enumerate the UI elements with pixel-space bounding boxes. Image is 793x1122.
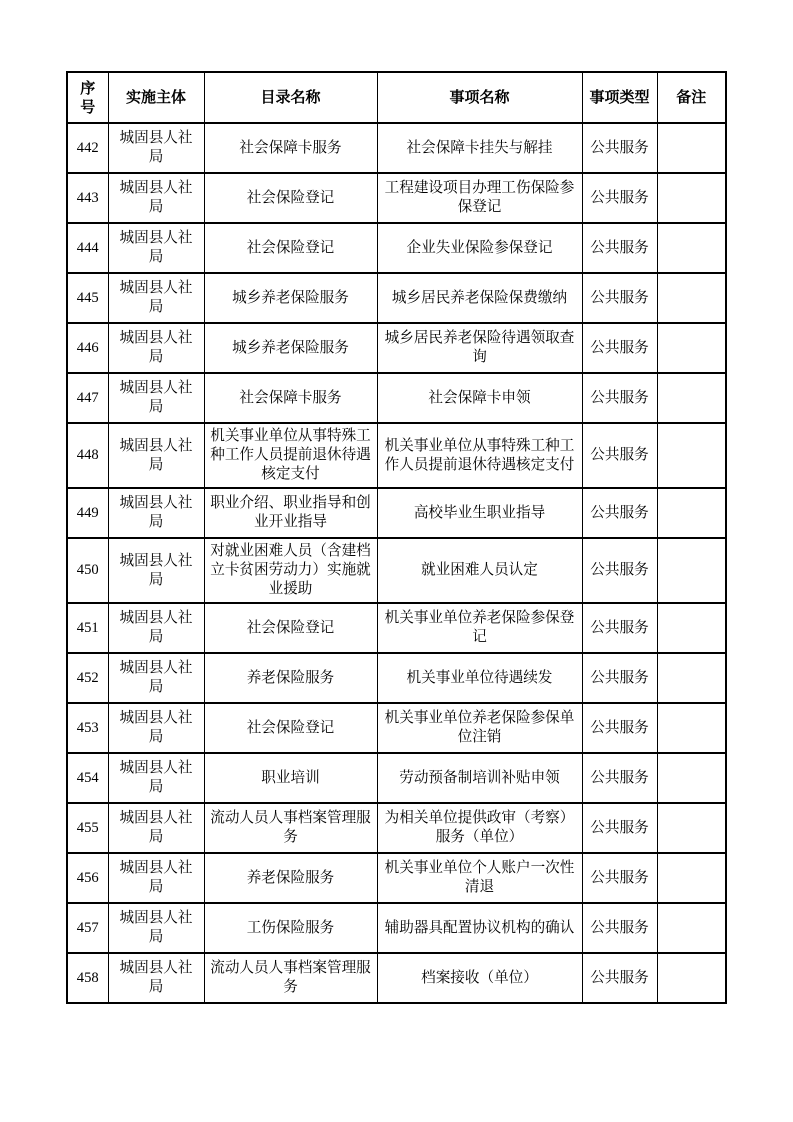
cell-type: 公共服务: [582, 853, 657, 903]
cell-catalog: 工伤保险服务: [204, 903, 377, 953]
cell-catalog: 城乡养老保险服务: [204, 323, 377, 373]
cell-type: 公共服务: [582, 953, 657, 1003]
cell-item: 工程建设项目办理工伤保险参保登记: [377, 173, 582, 223]
cell-catalog: 社会保险登记: [204, 703, 377, 753]
cell-note: [657, 803, 726, 853]
cell-item: 高校毕业生职业指导: [377, 488, 582, 538]
table-row: [67, 223, 726, 273]
cell-entity: 城固县人社局: [108, 323, 204, 373]
cell-type: 公共服务: [582, 223, 657, 273]
table-row: [67, 703, 726, 753]
col-header-entity: 实施主体: [108, 72, 204, 123]
cell-entity: 城固县人社局: [108, 853, 204, 903]
cell-type: 公共服务: [582, 323, 657, 373]
cell-index: 445: [67, 273, 108, 323]
table-body: [67, 123, 726, 1003]
cell-note: [657, 273, 726, 323]
cell-note: [657, 538, 726, 603]
col-header-type: 事项类型: [582, 72, 657, 123]
cell-note: [657, 123, 726, 173]
cell-item: 为相关单位提供政审（考察）服务（单位）: [377, 803, 582, 853]
cell-index: 450: [67, 538, 108, 603]
cell-item: 城乡居民养老保险待遇领取查询: [377, 323, 582, 373]
cell-catalog: 养老保险服务: [204, 653, 377, 703]
cell-entity: 城固县人社局: [108, 753, 204, 803]
cell-entity: 城固县人社局: [108, 803, 204, 853]
cell-note: [657, 323, 726, 373]
cell-type: 公共服务: [582, 603, 657, 653]
cell-entity: 城固县人社局: [108, 373, 204, 423]
table-row: [67, 753, 726, 803]
cell-type: 公共服务: [582, 803, 657, 853]
cell-catalog: 流动人员人事档案管理服务: [204, 803, 377, 853]
cell-item: 社会保障卡申领: [377, 373, 582, 423]
cell-note: [657, 173, 726, 223]
cell-entity: 城固县人社局: [108, 273, 204, 323]
cell-item: 城乡居民养老保险保费缴纳: [377, 273, 582, 323]
table-row: [67, 423, 726, 488]
cell-index: 451: [67, 603, 108, 653]
col-header-note: 备注: [657, 72, 726, 123]
table-row: [67, 323, 726, 373]
cell-catalog: 社会保险登记: [204, 223, 377, 273]
cell-catalog: 社会保险登记: [204, 173, 377, 223]
cell-type: 公共服务: [582, 538, 657, 603]
cell-index: 458: [67, 953, 108, 1003]
cell-catalog: 养老保险服务: [204, 853, 377, 903]
col-header-index: 序号: [67, 72, 108, 123]
cell-index: 448: [67, 423, 108, 488]
cell-entity: 城固县人社局: [108, 123, 204, 173]
cell-item: 企业失业保险参保登记: [377, 223, 582, 273]
cell-catalog: 社会保障卡服务: [204, 123, 377, 173]
table-row: [67, 653, 726, 703]
cell-note: [657, 488, 726, 538]
cell-type: 公共服务: [582, 123, 657, 173]
table-row: [67, 853, 726, 903]
cell-index: 446: [67, 323, 108, 373]
services-table: [66, 71, 727, 1004]
cell-catalog: 对就业困难人员（含建档立卡贫困劳动力）实施就业援助: [204, 538, 377, 603]
cell-index: 455: [67, 803, 108, 853]
cell-index: 457: [67, 903, 108, 953]
cell-item: 辅助器具配置协议机构的确认: [377, 903, 582, 953]
table-row: [67, 488, 726, 538]
cell-index: 454: [67, 753, 108, 803]
table-row: [67, 173, 726, 223]
cell-note: [657, 653, 726, 703]
cell-index: 447: [67, 373, 108, 423]
table-row: [67, 538, 726, 603]
cell-entity: 城固县人社局: [108, 953, 204, 1003]
table-row: [67, 123, 726, 173]
cell-catalog: 流动人员人事档案管理服务: [204, 953, 377, 1003]
cell-entity: 城固县人社局: [108, 423, 204, 488]
cell-entity: 城固县人社局: [108, 223, 204, 273]
col-header-catalog: 目录名称: [204, 72, 377, 123]
cell-index: 456: [67, 853, 108, 903]
cell-entity: 城固县人社局: [108, 703, 204, 753]
cell-item: 就业困难人员认定: [377, 538, 582, 603]
cell-entity: 城固县人社局: [108, 903, 204, 953]
cell-type: 公共服务: [582, 488, 657, 538]
cell-note: [657, 423, 726, 488]
cell-note: [657, 853, 726, 903]
table-row: [67, 903, 726, 953]
cell-type: 公共服务: [582, 273, 657, 323]
cell-index: 442: [67, 123, 108, 173]
cell-type: 公共服务: [582, 423, 657, 488]
cell-type: 公共服务: [582, 373, 657, 423]
cell-note: [657, 373, 726, 423]
cell-note: [657, 753, 726, 803]
cell-catalog: 城乡养老保险服务: [204, 273, 377, 323]
cell-entity: 城固县人社局: [108, 538, 204, 603]
cell-item: 机关事业单位养老保险参保登记: [377, 603, 582, 653]
table-row: [67, 953, 726, 1003]
cell-note: [657, 703, 726, 753]
cell-item: 机关事业单位个人账户一次性清退: [377, 853, 582, 903]
cell-item: 机关事业单位从事特殊工种工作人员提前退休待遇核定支付: [377, 423, 582, 488]
cell-note: [657, 603, 726, 653]
table-row: [67, 603, 726, 653]
col-header-item: 事项名称: [377, 72, 582, 123]
cell-type: 公共服务: [582, 753, 657, 803]
cell-catalog: 职业介绍、职业指导和创业开业指导: [204, 488, 377, 538]
table-row: [67, 803, 726, 853]
cell-index: 453: [67, 703, 108, 753]
cell-entity: 城固县人社局: [108, 603, 204, 653]
cell-entity: 城固县人社局: [108, 653, 204, 703]
cell-type: 公共服务: [582, 173, 657, 223]
cell-item: 机关事业单位待遇续发: [377, 653, 582, 703]
table-row: [67, 273, 726, 323]
cell-type: 公共服务: [582, 903, 657, 953]
cell-index: 443: [67, 173, 108, 223]
cell-type: 公共服务: [582, 703, 657, 753]
table-header: [67, 72, 726, 123]
services-table-container: [66, 71, 727, 1004]
cell-catalog: 社会保险登记: [204, 603, 377, 653]
cell-entity: 城固县人社局: [108, 488, 204, 538]
cell-note: [657, 223, 726, 273]
cell-catalog: 职业培训: [204, 753, 377, 803]
cell-item: 机关事业单位养老保险参保单位注销: [377, 703, 582, 753]
cell-item: 劳动预备制培训补贴申领: [377, 753, 582, 803]
cell-catalog: 社会保障卡服务: [204, 373, 377, 423]
cell-index: 444: [67, 223, 108, 273]
header-row: [67, 72, 726, 123]
cell-index: 452: [67, 653, 108, 703]
table-row: [67, 373, 726, 423]
cell-catalog: 机关事业单位从事特殊工种工作人员提前退休待遇核定支付: [204, 423, 377, 488]
cell-entity: 城固县人社局: [108, 173, 204, 223]
cell-index: 449: [67, 488, 108, 538]
cell-type: 公共服务: [582, 653, 657, 703]
cell-item: 社会保障卡挂失与解挂: [377, 123, 582, 173]
cell-note: [657, 903, 726, 953]
cell-note: [657, 953, 726, 1003]
cell-item: 档案接收（单位）: [377, 953, 582, 1003]
